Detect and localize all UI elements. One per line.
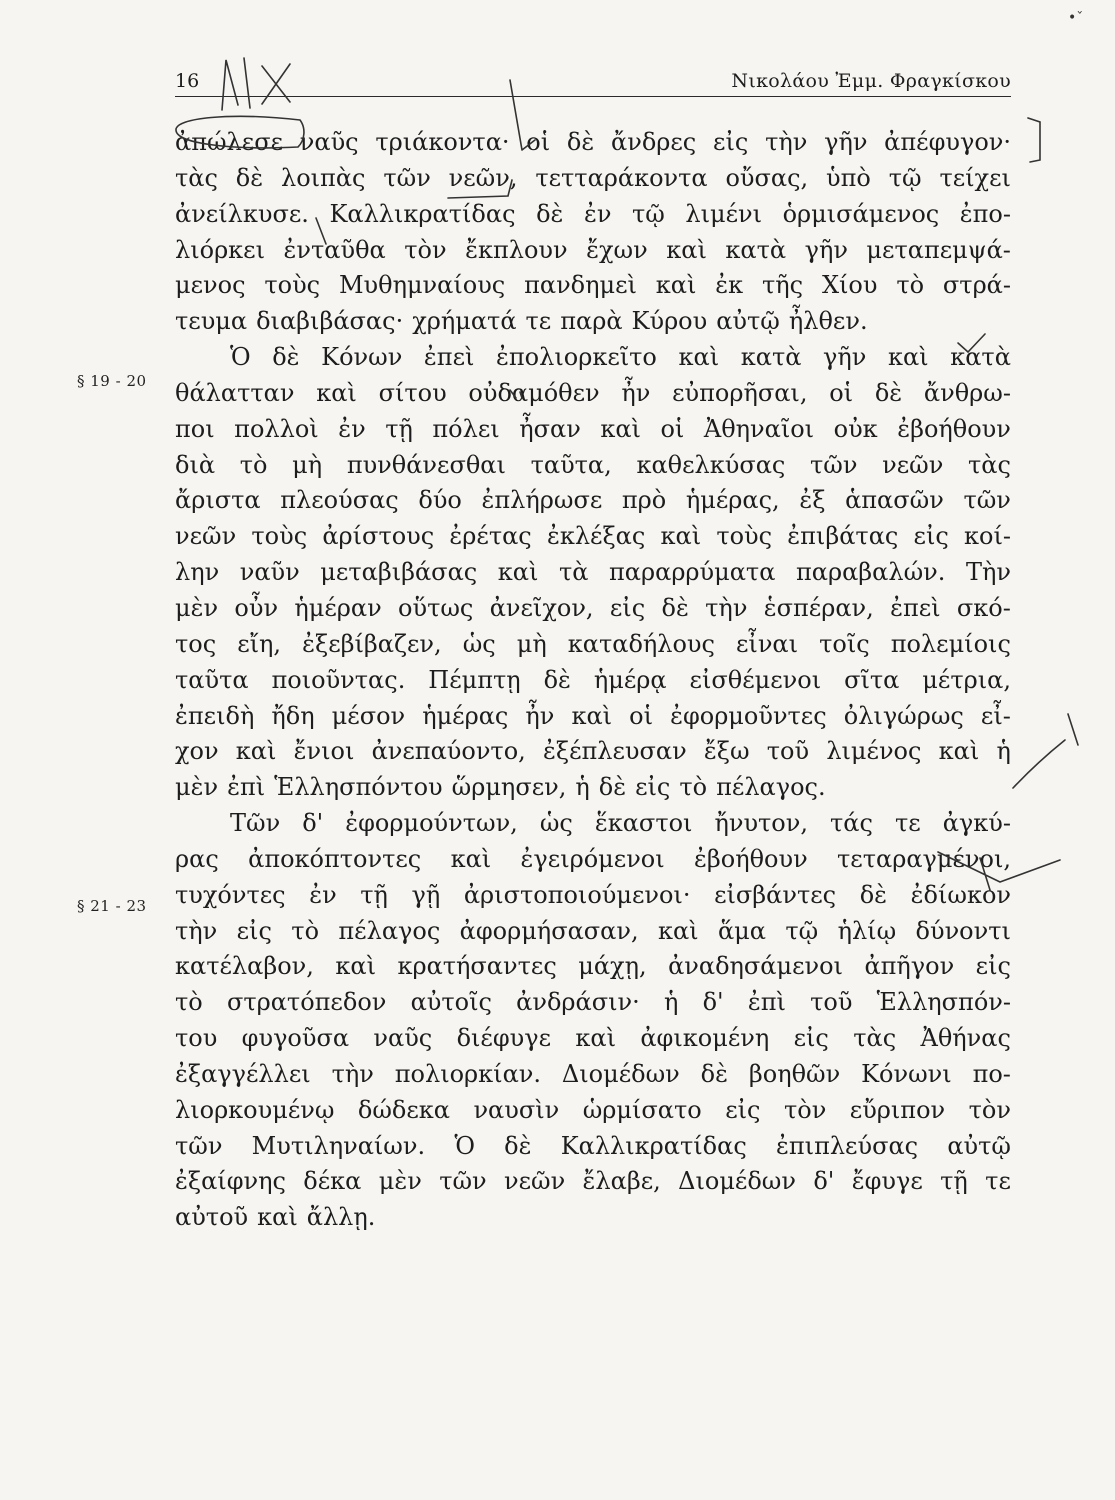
text-line: κατέλαβον, καὶ κρατήσαντες μάχῃ, ἀναδησάμενοι ἀπῆγον εἰς xyxy=(175,952,1011,981)
corner-speck: •ˇ xyxy=(1068,10,1084,26)
text-line: Ὁ δὲ Κόνων ἐπεὶ ἐπολιορκεῖτο καὶ κατὰ γῆν καὶ κατὰ xyxy=(230,343,1011,372)
text-line: ἀνείλκυσε. Καλλικρατίδας δὲ ἐν τῷ λιμένι ὁρμισάμενος ἐπο- xyxy=(175,199,1011,228)
text-line: τευμα διαβιβάσας· χρήματά τε παρὰ Κύρου αὐτῷ ἦλθεν. xyxy=(175,307,868,336)
text-line: τὸ στρατόπεδον αὐτοῖς ἀνδράσιν· ἡ δ' ἐπὶ τοῦ Ἑλλησπόν- xyxy=(175,988,1011,1017)
pen-margin-scrawl-right xyxy=(1013,714,1078,788)
text-line: ἀπώλεσε ναῦς τριάκοντα· οἱ δὲ ἄνδρες εἰς τὴν γῆν ἀπέφυγον· xyxy=(175,128,1011,156)
body-text xyxy=(175,125,1011,1236)
text-line: μενος τοὺς Μυθημναίους πανδημεὶ καὶ ἐκ τῆς Χίου τὸ στρά- xyxy=(175,271,1011,300)
text-line: ρας ἀποκόπτοντες καὶ ἐγειρόμενοι ἐβοήθουν τεταραγμένοι, xyxy=(175,844,1011,873)
pen-bracket-line-end xyxy=(1028,118,1040,162)
text-line: θάλατταν καὶ σίτου οὐδαμόθεν ἦν εὐπορῆσαι, οἱ δὲ ἄνθρω- xyxy=(175,378,1011,407)
text-line: λην ναῦν μεταβιβάσας καὶ τὰ παραρρύματα παραβαλών. Τὴν xyxy=(175,558,1011,587)
text-line: τυχόντες ἐν τῇ γῇ ἀριστοποιούμενοι· εἰσβάντες δὲ ἐδίωκον xyxy=(175,880,1011,909)
text-line: ἐξαγγέλλει τὴν πολιορκίαν. Διομέδων δὲ βοηθῶν Κόνωνι πο- xyxy=(175,1059,1011,1088)
text-line: λιόρκει ἐνταῦθα τὸν ἔκπλουν ἔχων καὶ κατὰ γῆν μεταπεμψά- xyxy=(175,235,1011,264)
text-line: ταῦτα ποιοῦντας. Πέμπτῃ δὲ ἡμέρᾳ εἰσθέμενοι σῖτα μέτρια, xyxy=(175,665,1011,694)
text-line: Τῶν δ' ἐφορμούντων, ὡς ἕκαστοι ἤνυτον, τάς τε ἀγκύ- xyxy=(230,809,1011,838)
text-line: λιορκουμένῳ δώδεκα ναυσὶν ὡρμίσατο εἰς τὸν εὔριπον τὸν xyxy=(175,1095,1011,1124)
page-number: 16 xyxy=(175,70,200,92)
text-line: ἄριστα πλεούσας δύο ἐπλήρωσε πρὸ ἡμέρας, ἐξ ἁπασῶν τῶν xyxy=(175,486,1011,515)
text-line: μὲν οὖν ἡμέραν οὕτως ἀνεῖχον, εἰς δὲ τὴν ἑσπέραν, ἐπεὶ σκό- xyxy=(175,593,1011,622)
text-line: χον καὶ ἔνιοι ἀνεπαύοντο, ἐξέπλευσαν ἔξω τοῦ λιμένος καὶ ἡ xyxy=(175,737,1011,766)
section-marker-21-23: § 21 - 23 xyxy=(77,897,147,915)
text-line: ἐπειδὴ ἤδη μέσον ἡμέρας ἦν καὶ οἱ ἐφορμοῦντες ὀλιγώρως εἶ- xyxy=(175,701,1011,730)
text-line: ἐξαίφνης δέκα μὲν τῶν νεῶν ἔλαβε, Διομέδων δ' ἔφυγε τῇ τε xyxy=(175,1167,1011,1196)
text-line: τὰς δὲ λοιπὰς τῶν νεῶν, τετταράκοντα οὔσας, ὑπὸ τῷ τείχει xyxy=(175,163,1011,192)
text-line: διὰ τὸ μὴ πυνθάνεσθαι ταῦτα, καθελκύσας τῶν νεῶν τὰς xyxy=(175,450,1011,479)
text-line: αὐτοῦ καὶ ἄλλῃ. xyxy=(175,1203,376,1232)
text-line: τῶν Μυτιληναίων. Ὁ δὲ Καλλικρατίδας ἐπιπλεύσας αὐτῷ xyxy=(175,1131,1011,1160)
text-line: νεῶν τοὺς ἀρίστους ἐρέτας ἐκλέξας καὶ τοὺς ἐπιβάτας εἰς κοί- xyxy=(175,522,1011,551)
text-line: ποι πολλοὶ ἐν τῇ πόλει ἦσαν καὶ οἱ Ἀθηναῖοι οὐκ ἐβοήθουν xyxy=(175,414,1011,443)
section-marker-19-20: § 19 - 20 xyxy=(77,372,147,390)
text-line: τος εἴη, ἐξεβίβαζεν, ὡς μὴ καταδήλους εἶναι τοῖς πολεμίοις xyxy=(175,629,1011,658)
text-line: τὴν εἰς τὸ πέλαγος ἀφορμήσασαν, καὶ ἅμα τῷ ἡλίῳ δύνοντι xyxy=(175,916,1011,945)
running-head: Νικολάου Ἐμμ. Φραγκίσκου xyxy=(731,70,1011,92)
text-line: του φυγοῦσα ναῦς διέφυγε καὶ ἀφικομένη εἰς τὰς Ἀθήνας xyxy=(175,1024,1011,1053)
text-line: μὲν ἐπὶ Ἑλλησπόντου ὥρμησεν, ἡ δὲ εἰς τὸ πέλαγος. xyxy=(175,773,826,802)
page-header xyxy=(175,62,1011,97)
